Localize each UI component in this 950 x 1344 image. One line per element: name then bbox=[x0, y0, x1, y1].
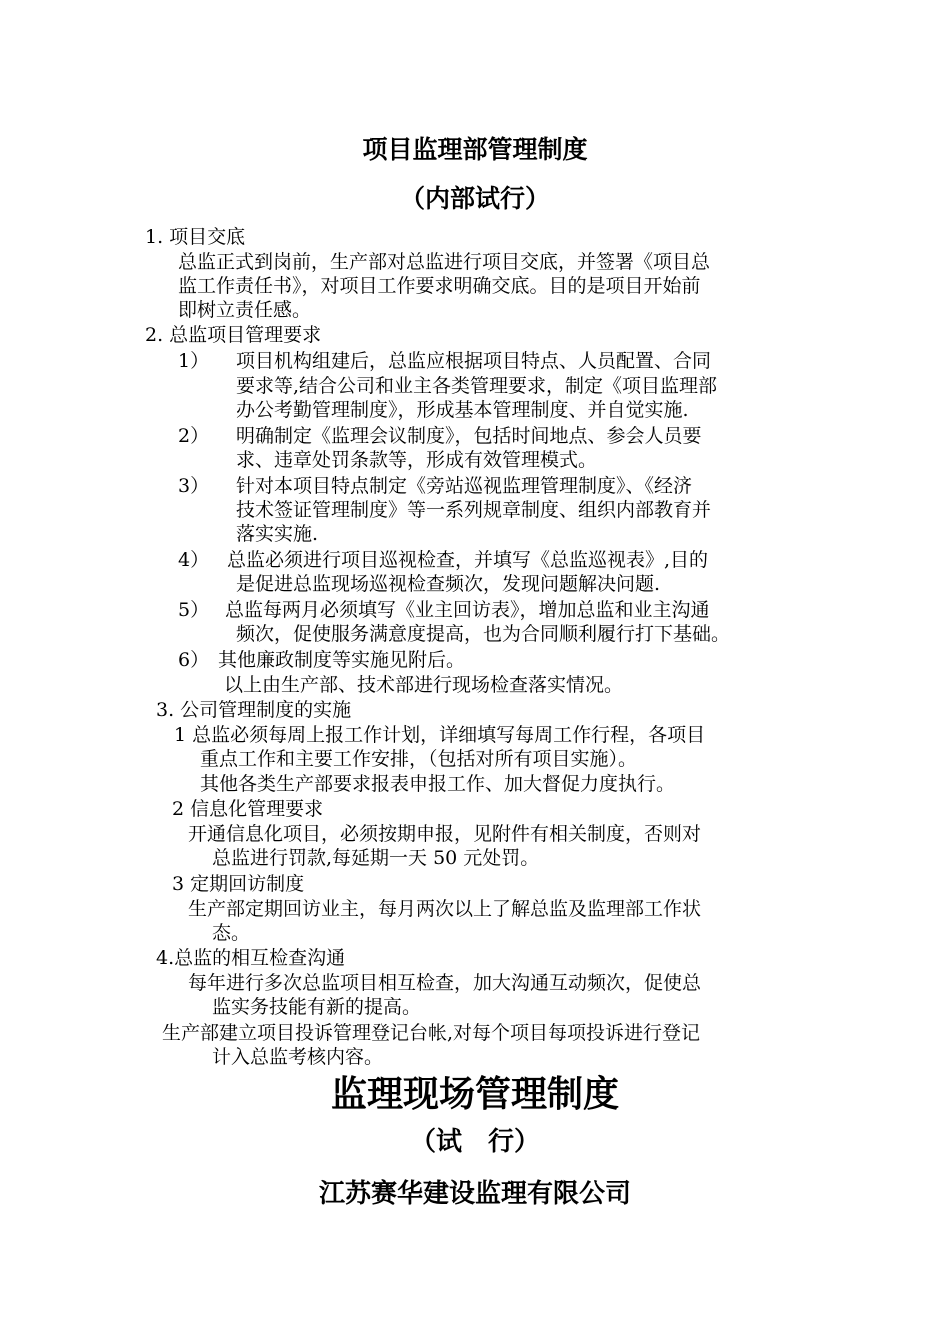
document-title: 项目监理部管理制度 bbox=[362, 135, 588, 164]
section-3-line: 开通信息化项目，必须按期申报，见附件有相关制度，否则对 bbox=[188, 823, 702, 845]
section-3-line: 重点工作和主要工作安排，（包括对所有项目实施）。 bbox=[200, 748, 638, 770]
section-1-line: 监工作责任书》，对项目工作要求明确交底。目的是项目开始前 bbox=[178, 275, 701, 297]
section-4-line: 生产部建立项目投诉管理登记台帐,对每个项目每项投诉进行登记 bbox=[162, 1022, 701, 1044]
second-title: 监理现场管理制度 bbox=[330, 1073, 619, 1115]
list-item-line: 求、违章处罚条款等，形成有效管理模式。 bbox=[236, 449, 598, 471]
section-1-line: 总监正式到岗前，生产部对总监进行项目交底，并签署《项目总 bbox=[178, 251, 711, 273]
list-item-line: 明确制定《监理会议制度》，包括时间地点、参会人员要 bbox=[236, 425, 702, 447]
company-name: 江苏赛华建设监理有限公司 bbox=[318, 1179, 631, 1209]
section-4-line: 计入总监考核内容。 bbox=[212, 1046, 384, 1068]
section-3-line: 总监进行罚款,每延期一天 50 元处罚。 bbox=[212, 847, 540, 869]
section-3-subheading: 3 定期回访制度 bbox=[172, 873, 305, 895]
section-1-heading: 1. 项目交底 bbox=[145, 226, 246, 248]
section-3-heading: 3. 公司管理制度的实施 bbox=[156, 699, 352, 721]
list-item-line: 频次，促使服务满意度提高，也为合同顺利履行打下基础。 bbox=[236, 623, 731, 645]
list-item-line: 项目机构组建后，总监应根据项目特点、人员配置、合同 bbox=[236, 350, 712, 372]
list-item-number: 2） bbox=[178, 425, 210, 447]
list-item-line: 落实实施. bbox=[236, 523, 319, 545]
section-1-line: 即树立责任感。 bbox=[178, 299, 312, 321]
section-4-line: 监实务技能有新的提高。 bbox=[212, 996, 422, 1018]
list-item-line: 其他廉政制度等实施见附后。 bbox=[218, 649, 466, 671]
list-item-line: 总监必须进行项目巡视检查，并填写《总监巡视表》,目的 bbox=[227, 549, 709, 571]
section-2-note: 以上由生产部、技术部进行现场检查落实情况。 bbox=[224, 674, 624, 696]
list-item-line: 办公考勤管理制度》，形成基本管理制度、并自觉实施. bbox=[236, 399, 689, 421]
section-3-line: 生产部定期回访业主，每月两次以上了解总监及监理部工作状 bbox=[188, 898, 702, 920]
section-3-line: 态。 bbox=[212, 922, 251, 944]
document-subtitle: （内部试行） bbox=[399, 184, 550, 213]
section-3-line: 1 总监必须每周上报工作计划，详细填写每周工作行程，各项目 bbox=[174, 724, 706, 746]
section-4-heading: 4.总监的相互检查沟通 bbox=[156, 947, 346, 969]
list-item-line: 针对本项目特点制定《旁站巡视监理管理制度》、《经济 bbox=[236, 475, 693, 497]
list-item-line: 总监每两月必须填写《业主回访表》，增加总监和业主沟通 bbox=[225, 599, 710, 621]
list-item-number: 1） bbox=[178, 350, 210, 372]
list-item-line: 要求等,结合公司和业主各类管理要求，制定《项目监理部 bbox=[236, 375, 718, 397]
second-subtitle: （试 行） bbox=[409, 1127, 540, 1157]
section-4-line: 每年进行多次总监项目相互检查，加大沟通互动频次，促使总 bbox=[188, 972, 702, 994]
section-3-subheading: 2 信息化管理要求 bbox=[172, 798, 324, 820]
list-item-number: 6） bbox=[178, 649, 210, 671]
list-item-line: 是促进总监现场巡视检查频次，发现问题解决问题. bbox=[236, 573, 661, 595]
list-item-number: 5） bbox=[178, 599, 210, 621]
section-3-line: 其他各类生产部要求报表申报工作、加大督促力度执行。 bbox=[200, 773, 676, 795]
section-2-heading: 2. 总监项目管理要求 bbox=[145, 324, 322, 346]
list-item-number: 3） bbox=[178, 475, 210, 497]
list-item-line: 技术签证管理制度》等一系列规章制度、组织内部教育并 bbox=[236, 499, 712, 521]
list-item-number: 4） bbox=[178, 549, 210, 571]
